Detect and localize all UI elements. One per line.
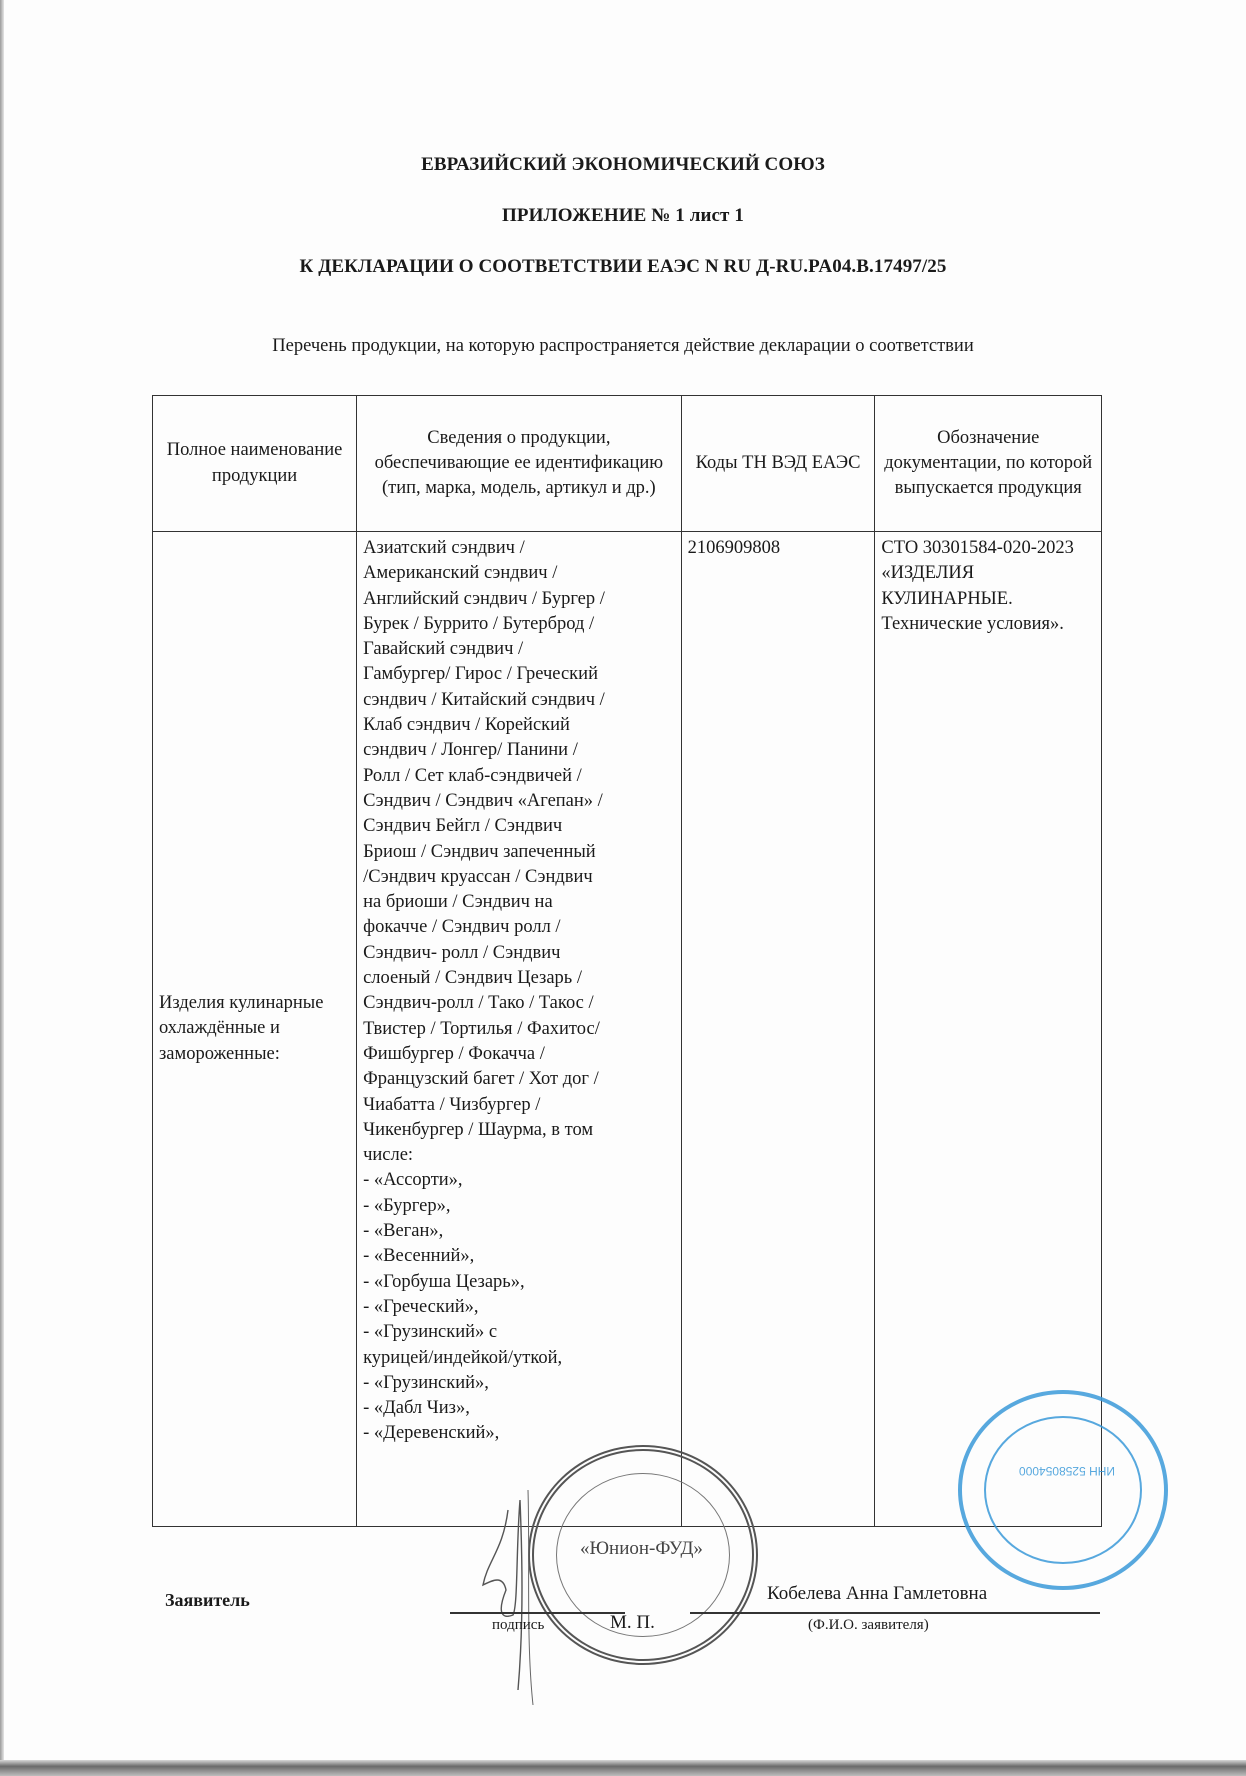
product-details-line: Сэндвич / Сэндвич «Агепан» / <box>363 790 603 811</box>
product-details-line: Чикенбургер / Шаурма, в том <box>363 1119 594 1140</box>
product-details-line: Твистер / Тортилья / Фахитос/ <box>363 1018 600 1039</box>
product-details-line: Американский сэндвич / <box>363 563 558 584</box>
product-details-line: Сэндвич Бейгл / Сэндвич <box>363 816 563 837</box>
signature-line <box>450 1612 625 1614</box>
name-line <box>690 1612 1100 1614</box>
product-details-line: Азиатский сэндвич / <box>363 538 525 558</box>
column-header-product-details: Сведения о продукции, обеспечивающие ее идентификацию (тип, марка, модель, артикул и др.) <box>357 396 682 532</box>
product-details-line: - «Ассорти», <box>363 1170 463 1191</box>
product-details-line: Бриош / Сэндвич запеченный <box>363 841 596 862</box>
appendix-title: ПРИЛОЖЕНИЕ № 1 лист 1 <box>502 205 744 226</box>
table-row <box>153 532 1102 1527</box>
name-caption: (Ф.И.О. заявителя) <box>808 1617 929 1633</box>
documentation-cell: СТО 30301584-020-2023 «ИЗДЕЛИЯ КУЛИНАРНЫЕ. Технические условия». <box>875 532 1102 1527</box>
handwritten-signature <box>478 1490 558 1710</box>
product-details-line: слоеный / Сэндвич Цезарь / <box>363 968 582 989</box>
blue-stamp-inner-ring <box>984 1416 1142 1564</box>
product-details-line: - «Грузинский» с <box>363 1322 498 1343</box>
column-header-hs-codes: Коды ТН ВЭД ЕАЭС <box>681 396 875 532</box>
product-details-line: фокачче / Сэндвич ролл / <box>363 917 561 938</box>
product-details-line: - «Дабл Чиз», <box>363 1398 470 1419</box>
page-edge-bottom <box>0 1760 1246 1776</box>
product-details-line: Фишбургер / Фокачча / <box>363 1043 545 1064</box>
product-table <box>152 395 1102 1527</box>
product-details-line: Клаб сэндвич / Корейский <box>363 715 570 736</box>
product-details-cell <box>357 532 682 1527</box>
product-details-line: - «Бургер», <box>363 1195 451 1216</box>
applicant-label: Заявитель <box>165 1590 250 1610</box>
product-details-line: сэндвич / Лонгер/ Панини / <box>363 740 578 761</box>
seal-caption: М. П. <box>610 1612 655 1633</box>
product-details-line: Ролл / Сет клаб-сэндвичей / <box>363 765 582 786</box>
product-details-line: Сэндвич-ролл / Тако / Такос / <box>363 993 594 1014</box>
product-details-line: - «Деревенский», <box>363 1423 500 1444</box>
product-details-line: - «Весенний», <box>363 1246 475 1267</box>
product-details-line: Гамбургер/ Гирос / Греческий <box>363 664 598 685</box>
product-details-line: Сэндвич- ролл / Сэндвич <box>363 942 561 963</box>
blue-stamp <box>958 1390 1168 1590</box>
declaration-number-title: К ДЕКЛАРАЦИИ О СООТВЕТСТВИИ ЕАЭС N RU Д-RU.PA04.B.17497/25 <box>299 256 947 277</box>
product-details-line: Французский багет / Хот дог / <box>363 1069 599 1090</box>
table-header-row <box>153 396 1102 532</box>
product-details-line: /Сэндвич круассан / Сэндвич <box>363 866 593 887</box>
product-details-line: сэндвич / Китайский сэндвич / <box>363 689 605 710</box>
product-details-line: - «Греческий», <box>363 1296 479 1317</box>
applicant-name: Кобелева Анна Гамлетовна <box>767 1583 988 1604</box>
signature-caption: подпись <box>492 1617 545 1633</box>
product-details-line: Гавайский сэндвич / <box>363 639 524 660</box>
product-details-line: - «Горбуша Цезарь», <box>363 1271 525 1292</box>
product-details-line: - «Грузинский», <box>363 1372 489 1393</box>
blue-stamp-text: ИНН 5258054000 <box>1018 1464 1116 1478</box>
product-details-line: Чиабатта / Чизбургер / <box>363 1094 541 1115</box>
product-details-line: на бриоши / Сэндвич на <box>363 892 553 913</box>
product-details-line: числе: <box>363 1145 414 1166</box>
product-details-line: Английский сэндвич / Бургер / <box>363 588 605 609</box>
column-header-product-name: Полное наименование продукции <box>153 396 357 532</box>
product-details-line: курицей/индейкой/уткой, <box>363 1347 563 1368</box>
product-list-subtitle: Перечень продукции, на которую распространяется действие декларации о соответствии <box>272 336 974 356</box>
column-header-documentation: Обозначение документации, по которой выпускается продукция <box>875 396 1102 532</box>
product-name-cell: Изделия кулинарные охлаждённые и замороженные: <box>153 532 357 1527</box>
union-title: ЕВРАЗИЙСКИЙ ЭКОНОМИЧЕСКИЙ СОЮЗ <box>421 154 825 175</box>
product-details-line: Бурек / Буррито / Бутерброд / <box>363 613 595 634</box>
hs-code-cell: 2106909808 <box>681 532 875 1527</box>
seal-company-name: «Юнион-ФУД» <box>580 1538 703 1559</box>
product-details-line: - «Веган», <box>363 1221 444 1242</box>
